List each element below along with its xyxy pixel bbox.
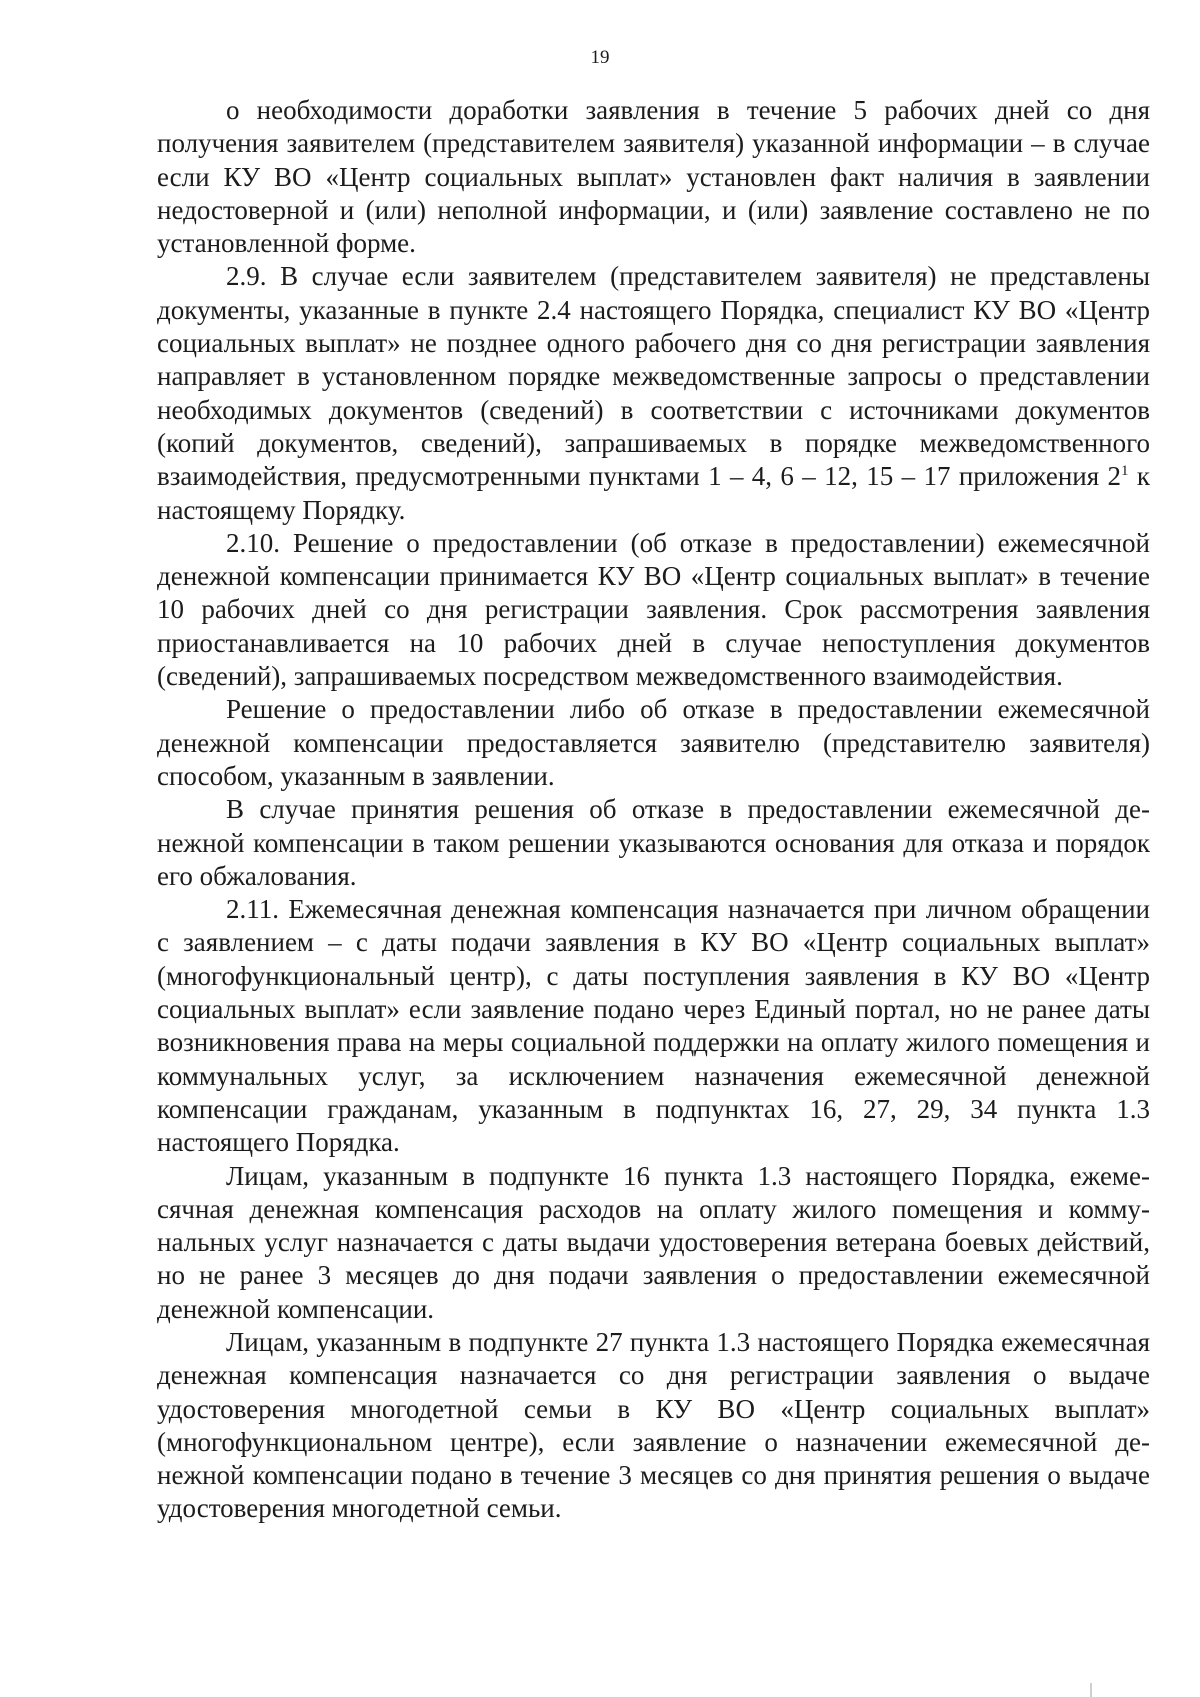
paragraph-decision-delivery: Решение о предоставлении либо об отказе в предоставлении ежемесячной денежной компенсации предоставляется заявителю (представителю заявителя) способом, указанным в заявлении. [157, 694, 1150, 791]
paragraph-2-9-tail: к настоящему Порядку. [157, 461, 1150, 525]
paragraph-2-11: 2.11. Ежемесячная денежная компенсация назначается при личном обращении с заявлением – с даты подачи заявления в КУ ВО «Центр социальных выплат» (многофункциональный центр), с даты поступления заявления в КУ ВО «Центр социальных выплат» если заявление подано через Единый портал, но не ранее даты возникновения права на меры социальной поддержки на оплату жилого помещения и коммунальных услуг, за исключением назначения ежемесячной денежной компенсации гражданам, указанным в подпунктах 16, 27, 29, 34 пункта 1.3 настоящего Порядка. [157, 894, 1150, 1158]
document-body [157, 94, 1150, 1526]
paragraph-2-9-text: 2.9. В случае если заявителем (представителем заявителя) не представлены документы, указанные в пункте 2.4 настоящего Порядка, специалист КУ ВО «Центр социальных выплат» не позднее одного рабочего дня со дня регистрации заявления направляет в установленном порядке межведомственные запросы о представлении необходимых документов (сведений) в соответствии с источниками документов (копий документов, сведений), запрашиваемых в порядке межведомственного взаимодействия, предусмотренными пунктами 1 – 4, 6 – 12, 15 – 17 приложения 2 [157, 261, 1150, 492]
scan-artifact-mark [1090, 1683, 1092, 1697]
paragraph-refusal-grounds: В случае принятия решения об отказе в предоставлении ежемесячной денежной компенсации в таком решении указываются основания для отказа и порядок его обжалования. [157, 794, 1150, 891]
paragraph-continuation: о необходимости доработки заявления в течение 5 рабочих дней со дня получения заявителем (представителем заявителя) указанной информации – в случае если КУ ВО «Центр социальных выплат» установлен факт наличия в заявлении недостоверной и (или) неполной информации, и (или) заявление составлено не по установленной форме. [157, 95, 1150, 259]
paragraph-subpoint-27: Лицам, указанным в подпункте 27 пункта 1.3 настоящего Порядка ежемесячная денежная компенсация назначается со дня регистрации заявления о выдаче удостоверения многодетной семьи в КУ ВО «Центр социальных выплат» (многофункциональном центре), если заявление о назначении ежемесячной денежной компенсации подано в течение 3 месяцев со дня принятия решения о выдаче удостоверения многодетной семьи. [157, 1326, 1150, 1524]
appendix-superscript: 1 [1121, 463, 1129, 480]
paragraph-2-10: 2.10. Решение о предоставлении (об отказе в предоставлении) ежемесячной денежной компенсации принимается КУ ВО «Центр социальных выплат» в течение 10 рабочих дней со дня регистрации заявления. Срок рассмотрения заявления приостанавливается на 10 рабочих дней в случае непоступления документов (сведений), запрашиваемых посредством межведомственного взаимодействия. [157, 527, 1150, 692]
paragraph-subpoint-16: Лицам, указанным в подпункте 16 пункта 1.3 настоящего Порядка, ежемесячная денежная компенсация расходов на оплату жилого помещения и коммунальных услуг назначается с даты выдачи удостоверения ветерана боевых действий, но не ранее 3 месяцев до дня подачи заявления о предоставлении ежемесячной денежной компенсации. [157, 1160, 1150, 1324]
page-number: 19 [590, 47, 610, 68]
paragraph-2-9 [157, 260, 1150, 526]
